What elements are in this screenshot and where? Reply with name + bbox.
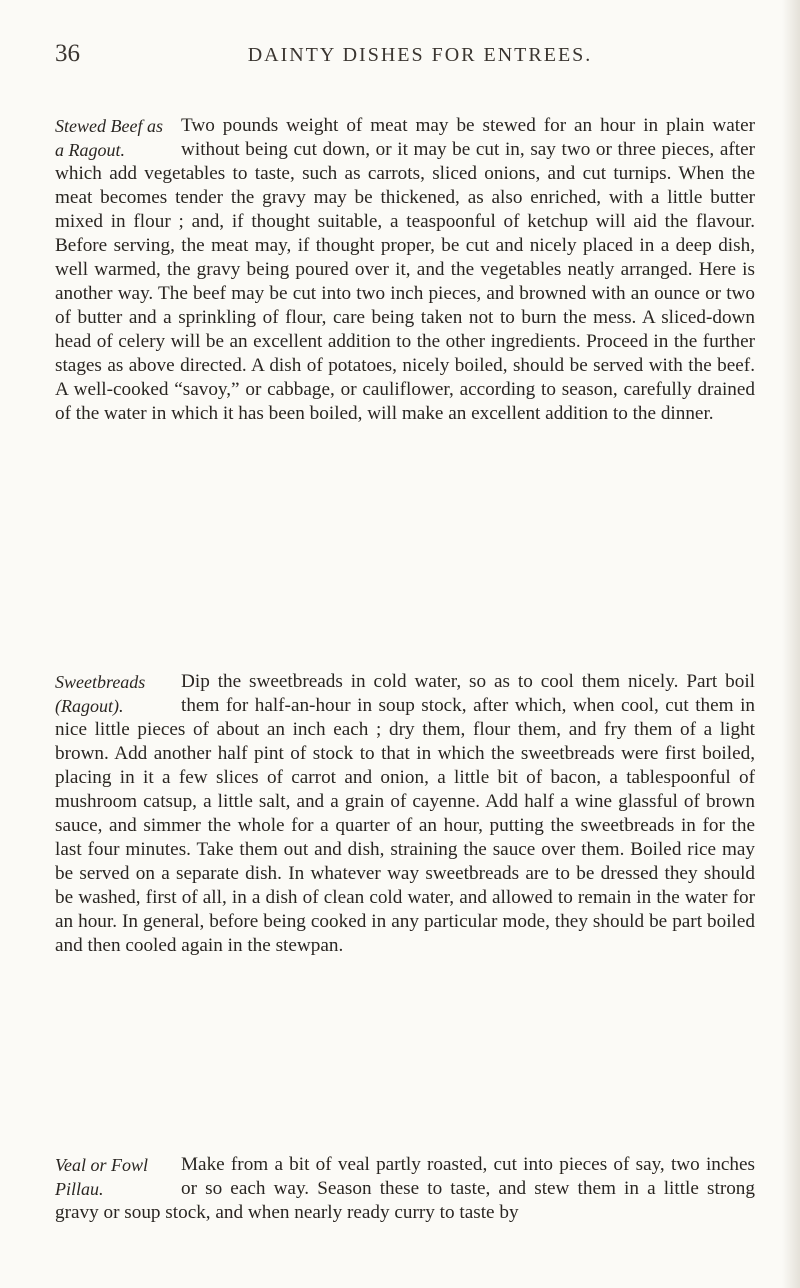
recipe-body: Make from a bit of veal partly roasted, cut into pieces of say, two inches or so each way. Season these to taste, and stew them in a little strong gravy or soup stock, and when nearly ready curry to taste by (55, 1154, 755, 1223)
recipe-title: Veal or Fowl Pillau. (55, 1155, 148, 1199)
recipe-stewed-beef (55, 114, 755, 426)
recipe-sweetbreads (55, 670, 755, 958)
recipe-title: Stewed Beef as a Ragout. (55, 116, 163, 160)
recipe-veal-pillau (55, 1153, 755, 1225)
page-number: 36 (55, 40, 80, 67)
recipe-body: Two pounds weight of meat may be stewed for an hour in plain water without being cut down, or it may be cut in, say two or three pieces, after which add vegetables to taste, such as carrots, sliced onions, and cut turnips. When the meat becomes tender the gravy may be thickened, as also enriched, with a little butter mixed in flour ; and, if thought suitable, a teaspoonful of ketchup will aid the flavour. Before serving, the meat may, if thought proper, be cut and nicely placed in a deep dish, well warmed, the gravy being poured over it, and the vegetables neatly arranged. Here is another way. The beef may be cut into two inch pieces, and browned with an ounce or two of butter and a sprinkling of flour, care being taken not to burn the mess. A sliced-down head of celery will be an excellent addition to the other ingredients. Proceed in the further stages as above directed. A dish of potatoes, nicely boiled, should be served with the beef. A well-cooked “savoy,” or cabbage, or cauliflower, according to season, carefully drained of the water in which it has been boiled, will make an excellent addition to the dinner. (55, 115, 755, 424)
running-head: DAINTY DISHES FOR ENTREES. (247, 44, 593, 66)
recipe-title: Sweetbreads (Ragout). (55, 672, 146, 716)
recipe-body: Dip the sweetbreads in cold water, so as to cool them nicely. Part boil them for half-an-hour in soup stock, after which, when cool, cut them in nice little pieces of about an inch each ; dry them, flour them, and fry them of a light brown. Add another half pint of stock to that in which the sweetbreads were first boiled, placing in it a few slices of carrot and onion, a little bit of bacon, a tablespoonful of mushroom catsup, a little salt, and a grain of cayenne. Add half a wine glassful of brown sauce, and simmer the whole for a quarter of an hour, putting the sweetbreads in for the last four minutes. Take them out and dish, straining the sauce over them. Boiled rice may be served on a separate dish. In whatever way sweetbreads are to be dressed they should be washed, first of all, in a dish of clean cold water, and allowed to remain in the water for an hour. In general, before being cooked in any particular mode, they should be part boiled and then cooled again in the stewpan. (55, 671, 755, 956)
page-edge-shadow (782, 0, 800, 1288)
